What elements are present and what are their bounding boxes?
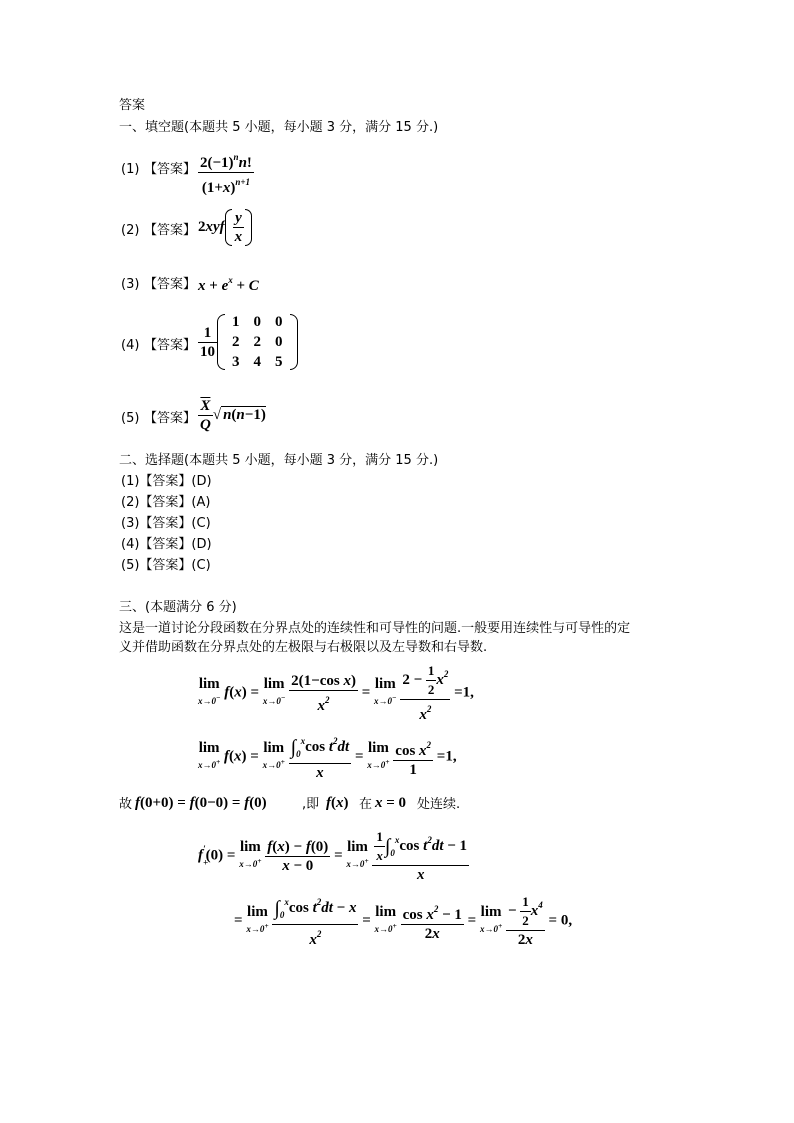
choice-answer-4: (4)【答案】(D) [121,537,212,552]
fill-item-2-label: 【答案】 [144,223,197,238]
therefore-prefix: 故 [119,797,133,812]
section1-heading: 一、填空题(本题共 5 小题，每小题 3 分，满分 15 分.) [119,120,439,135]
section3-heading: 三、(本题满分 6 分) [119,600,237,615]
fill-answer-5: $\frac{\overline{X}}{Q}$ √ n(n−1) [200,398,266,433]
choice-answer-3: (3)【答案】(C) [121,516,211,531]
fill-item-5-number: (5) [121,411,140,426]
fill-item-3-number: (3) [121,277,140,292]
fill-answer-3: $x + e^x + C$ [198,275,259,294]
fill-answer-1: $\frac{2(-1)^nn!}{(1+x)^{n+1}}$ [198,148,254,197]
fill-item-2-number: (2) [121,223,140,238]
choice-answer-5: (5)【答案】(C) [121,558,211,573]
choice-answer-1: (1)【答案】(D) [121,474,212,489]
point-x0: x = 0 [375,795,407,811]
function-fx: f(x) [326,795,349,811]
equation-right-limit: lim x→0+ f(x) = lim x→0+ $\frac{\int_0^x\cos t^2dt}{x}$ = lim x→0+ $\frac{\cos x^2}{1}$ =1, [198,732,457,782]
answer-title: 答案 [119,98,146,113]
fill-item-4-label: 【答案】 [144,338,197,353]
therefore-suffix: 处连续. [417,797,461,812]
fill-answer-4: $\frac{1}{10}$ 1 0 0 2 2 0 3 4 5 [198,312,298,372]
therefore-mid: ,即 [302,797,320,812]
choice-answer-2: (2)【答案】(A) [121,495,211,510]
equation-derivative-result: = lim x→0+ $\frac{\int_0^x\cos t^2dt - x}{x^2}$ = lim x→0+ $\frac{\cos x^2 - 1}{2x}$ = lim x→0+ − $\frac{1}{2}$ $x^4$ 2x = 0, [234,894,573,948]
continuity-equation: f(0+0) = f(0−0) = f(0) [135,795,267,811]
fill-item-4-number: (4) [121,338,140,353]
equation-left-limit: lim x→0− f(x) = lim x→0− $\frac{\text{2(1−cos x)}}{x^2}$ = lim x→0− 2 − $\frac{1}{2}$ $x^2$ $x^2$ =1, [198,663,474,723]
section3-paragraph-line2: 义并借助函数在分界点处的左极限与右极限以及左导数和右导数. [119,640,488,655]
fill-item-1-label: 【答案】 [144,162,197,177]
fill-answer-2: 2xyf $\frac{y}{x}$ [198,209,252,246]
fill-item-1-number: (1) [121,162,140,177]
section3-paragraph-line1: 这是一道讨论分段函数在分界点处的连续性和可导性的问题.一般要用连续性与可导性的定 [119,621,631,636]
equation-right-derivative: $f_+'(0)$ = lim x→0+ $\frac{f(x) - f(0)}{x - 0}$ = lim x→0+ $\frac{1}{x}$ $\int_0^x\cos$ $t^2dt - 1$ x [198,829,468,883]
fill-item-5-label: 【答案】 [144,411,197,426]
fill-item-3-label: 【答案】 [144,277,197,292]
therefore-in: 在 [359,797,373,812]
section2-heading: 二、选择题(本题共 5 小题，每小题 3 分，满分 15 分.) [119,453,439,468]
